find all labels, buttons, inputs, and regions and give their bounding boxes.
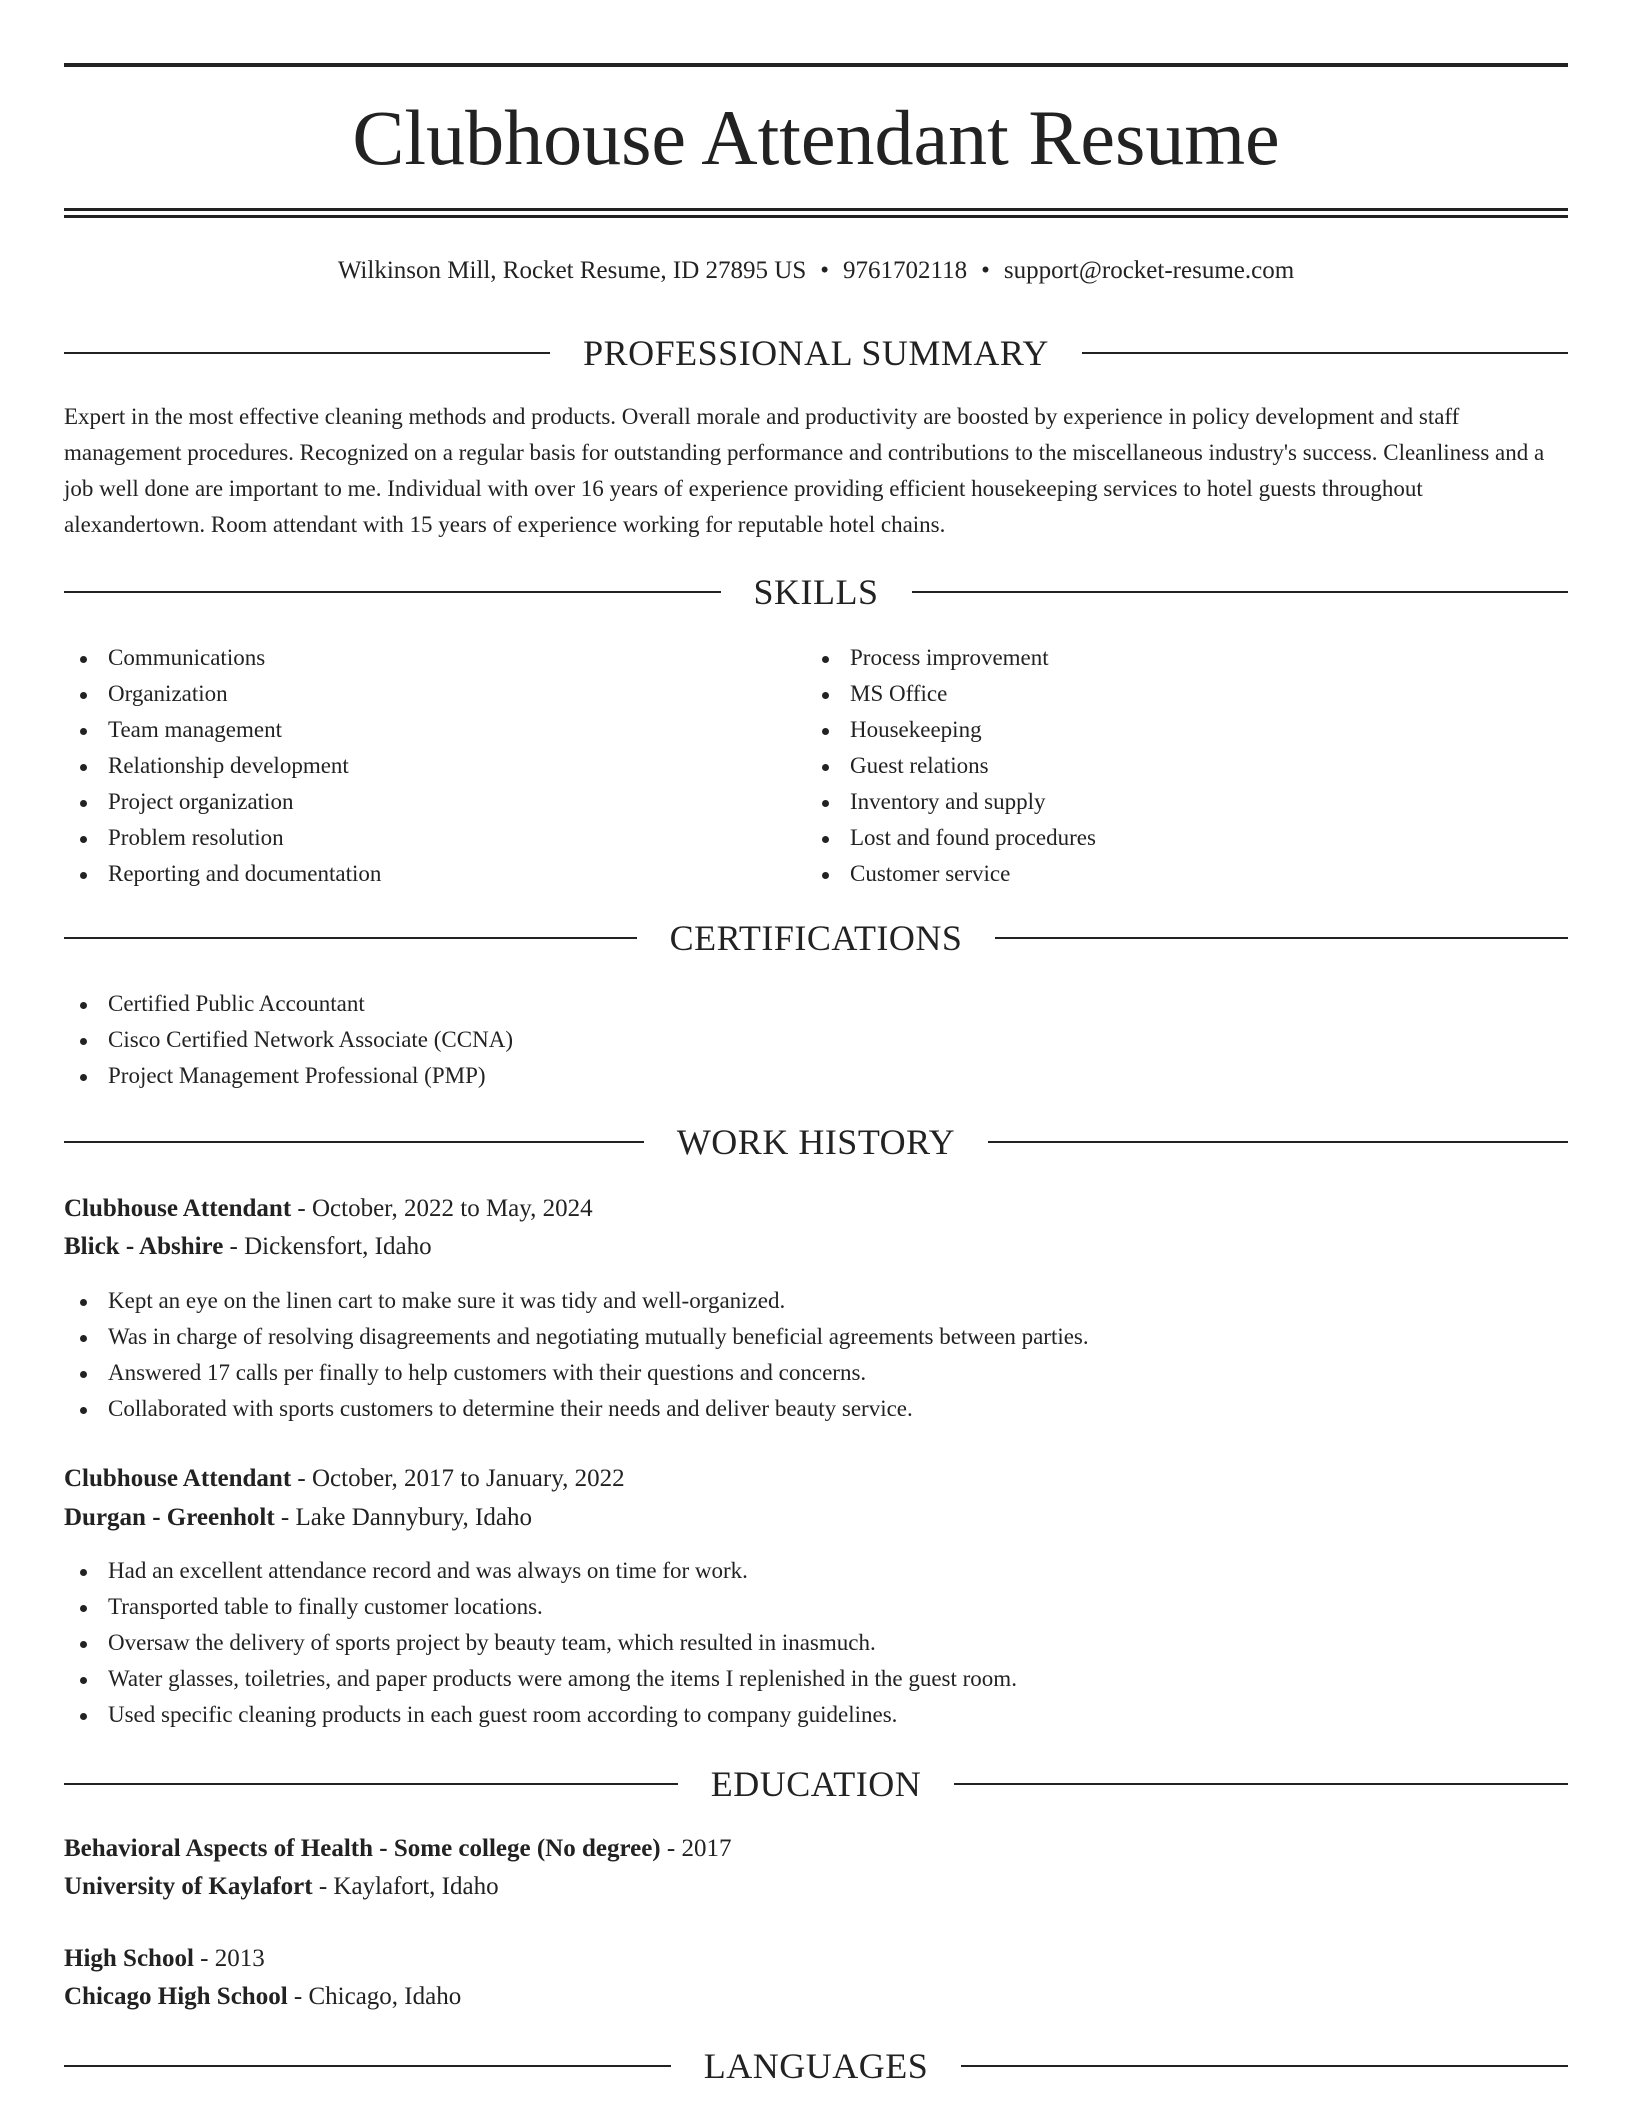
heading-rule: [961, 2065, 1568, 2067]
education-location: Kaylafort, Idaho: [333, 1873, 499, 1900]
job-duty-item: Transported table to finally customer locations.: [64, 1589, 1568, 1625]
dash: -: [312, 1873, 334, 1900]
contact-separator: •: [981, 257, 990, 284]
heading-rule: [988, 1141, 1568, 1143]
section-heading-summary: [64, 331, 1568, 375]
title-bottom-double-rule: [64, 208, 1568, 218]
dash: -: [193, 1945, 215, 1972]
job-title: Clubhouse Attendant: [64, 1195, 292, 1222]
job-title-line: [64, 1191, 1568, 1227]
job-duties-list: [64, 1553, 1568, 1733]
dash: -: [287, 1983, 309, 2010]
dash: -: [660, 1835, 682, 1862]
skill-item: Organization: [64, 676, 804, 712]
heading-rule: [954, 1783, 1568, 1785]
education-degree-line: [64, 1941, 1568, 1977]
job-duty-item: Answered 17 calls per finally to help customers with their questions and concerns.: [64, 1355, 1568, 1391]
job-title: Clubhouse Attendant: [64, 1465, 292, 1492]
job-company-line: [64, 1500, 1568, 1536]
education-school: University of Kaylafort: [64, 1873, 313, 1900]
section-title: WORK HISTORY: [676, 1122, 956, 1162]
section-title: LANGUAGES: [703, 2046, 929, 2086]
dash: -: [274, 1504, 296, 1531]
education-school-line: [64, 1979, 1568, 2015]
heading-rule: [64, 352, 550, 354]
job-duty-item: Had an excellent attendance record and was always on time for work.: [64, 1553, 1568, 1589]
job-title-line: [64, 1461, 1568, 1497]
section-title: SKILLS: [753, 572, 879, 612]
contact-address: Wilkinson Mill, Rocket Resume, ID 27895 US: [337, 257, 807, 284]
section-title: EDUCATION: [710, 1764, 922, 1804]
heading-rule: [64, 1783, 678, 1785]
resume-title: Clubhouse Attendant Resume: [352, 94, 1280, 181]
contact-phone: 9761702118: [843, 257, 968, 284]
heading-rule: [64, 591, 721, 593]
skill-item: Guest relations: [806, 748, 1566, 784]
heading-rule: [64, 2065, 671, 2067]
job-company: Blick - Abshire: [64, 1233, 224, 1260]
skill-item: Problem resolution: [64, 820, 804, 856]
skills-list-left: [64, 640, 804, 892]
job-duty-item: Water glasses, toiletries, and paper products were among the items I replenished in the guest room.: [64, 1661, 1568, 1697]
education-degree: Behavioral Aspects of Health - Some college (No degree): [64, 1835, 661, 1862]
heading-rule: [1082, 352, 1568, 354]
education-degree-line: [64, 1831, 1568, 1867]
section-heading-certifications: [64, 916, 1568, 960]
education-year: 2013: [214, 1945, 265, 1972]
skill-item: Customer service: [806, 856, 1566, 892]
dash: -: [291, 1195, 312, 1222]
section-title: CERTIFICATIONS: [669, 918, 963, 958]
contact-separator: •: [820, 257, 830, 284]
education-school-line: [64, 1869, 1568, 1905]
section-title: PROFESSIONAL SUMMARY: [583, 333, 1049, 373]
skill-item: Communications: [64, 640, 804, 676]
heading-rule: [64, 937, 637, 939]
skills-list-right: [806, 640, 1566, 892]
heading-rule: [995, 937, 1568, 939]
heading-rule: [64, 1141, 644, 1143]
job-company-line: [64, 1229, 1568, 1265]
job-company: Durgan - Greenholt: [64, 1504, 275, 1531]
skill-item: Team management: [64, 712, 804, 748]
dash: -: [291, 1465, 312, 1492]
skill-item: Project organization: [64, 784, 804, 820]
section-heading-work-history: [64, 1120, 1568, 1164]
job-duty-item: Was in charge of resolving disagreements and negotiating mutually beneficial agreements between parties.: [64, 1319, 1568, 1355]
section-heading-education: [64, 1762, 1568, 1806]
skill-item: Reporting and documentation: [64, 856, 804, 892]
job-dates: October, 2017 to January, 2022: [311, 1465, 625, 1492]
job-duty-item: Kept an eye on the linen cart to make sure it was tidy and well-organized.: [64, 1283, 1568, 1319]
skill-item: Relationship development: [64, 748, 804, 784]
section-heading-languages: [64, 2044, 1568, 2088]
certifications-list: [64, 986, 1568, 1094]
education-year: 2017: [681, 1835, 732, 1862]
job-duty-item: Collaborated with sports customers to determine their needs and deliver beauty service.: [64, 1391, 1568, 1427]
contact-email: support@rocket-resume.com: [1003, 257, 1295, 284]
job-location: Dickensfort, Idaho: [244, 1233, 432, 1260]
skill-item: Inventory and supply: [806, 784, 1566, 820]
dash: -: [223, 1233, 245, 1260]
job-duty-item: Used specific cleaning products in each guest room according to company guidelines.: [64, 1697, 1568, 1733]
job-location: Lake Dannybury, Idaho: [295, 1504, 532, 1531]
job-duty-item: Oversaw the delivery of sports project by beauty team, which resulted in inasmuch.: [64, 1625, 1568, 1661]
education-school: Chicago High School: [64, 1983, 288, 2010]
contact-line: [64, 254, 1568, 288]
skill-item: MS Office: [806, 676, 1566, 712]
skill-item: Process improvement: [806, 640, 1566, 676]
skill-item: Housekeeping: [806, 712, 1566, 748]
job-dates: October, 2022 to May, 2024: [311, 1195, 593, 1222]
title-top-rule: [64, 63, 1568, 67]
certification-item: Cisco Certified Network Associate (CCNA): [64, 1022, 1568, 1058]
section-heading-skills: [64, 570, 1568, 614]
job-duties-list: [64, 1283, 1568, 1427]
certification-item: Project Management Professional (PMP): [64, 1058, 1568, 1094]
certification-item: Certified Public Accountant: [64, 986, 1568, 1022]
heading-rule: [912, 591, 1569, 593]
education-degree: High School: [64, 1945, 194, 1972]
summary-paragraph: Expert in the most effective cleaning methods and products. Overall morale and productivity are boosted by experience in policy development and staff management procedures. Recognized on a regular basis for outstanding performance and contributions to the miscellaneous industry's success. Cleanliness and a job well done are important to me. Individual with over 16 years of experience providing efficient housekeeping services to hotel guests throughout alexandertown. Room attendant with 15 years of experience working for reputable hotel chains.: [64, 404, 1545, 537]
skill-item: Lost and found procedures: [806, 820, 1566, 856]
education-location: Chicago, Idaho: [308, 1983, 462, 2010]
